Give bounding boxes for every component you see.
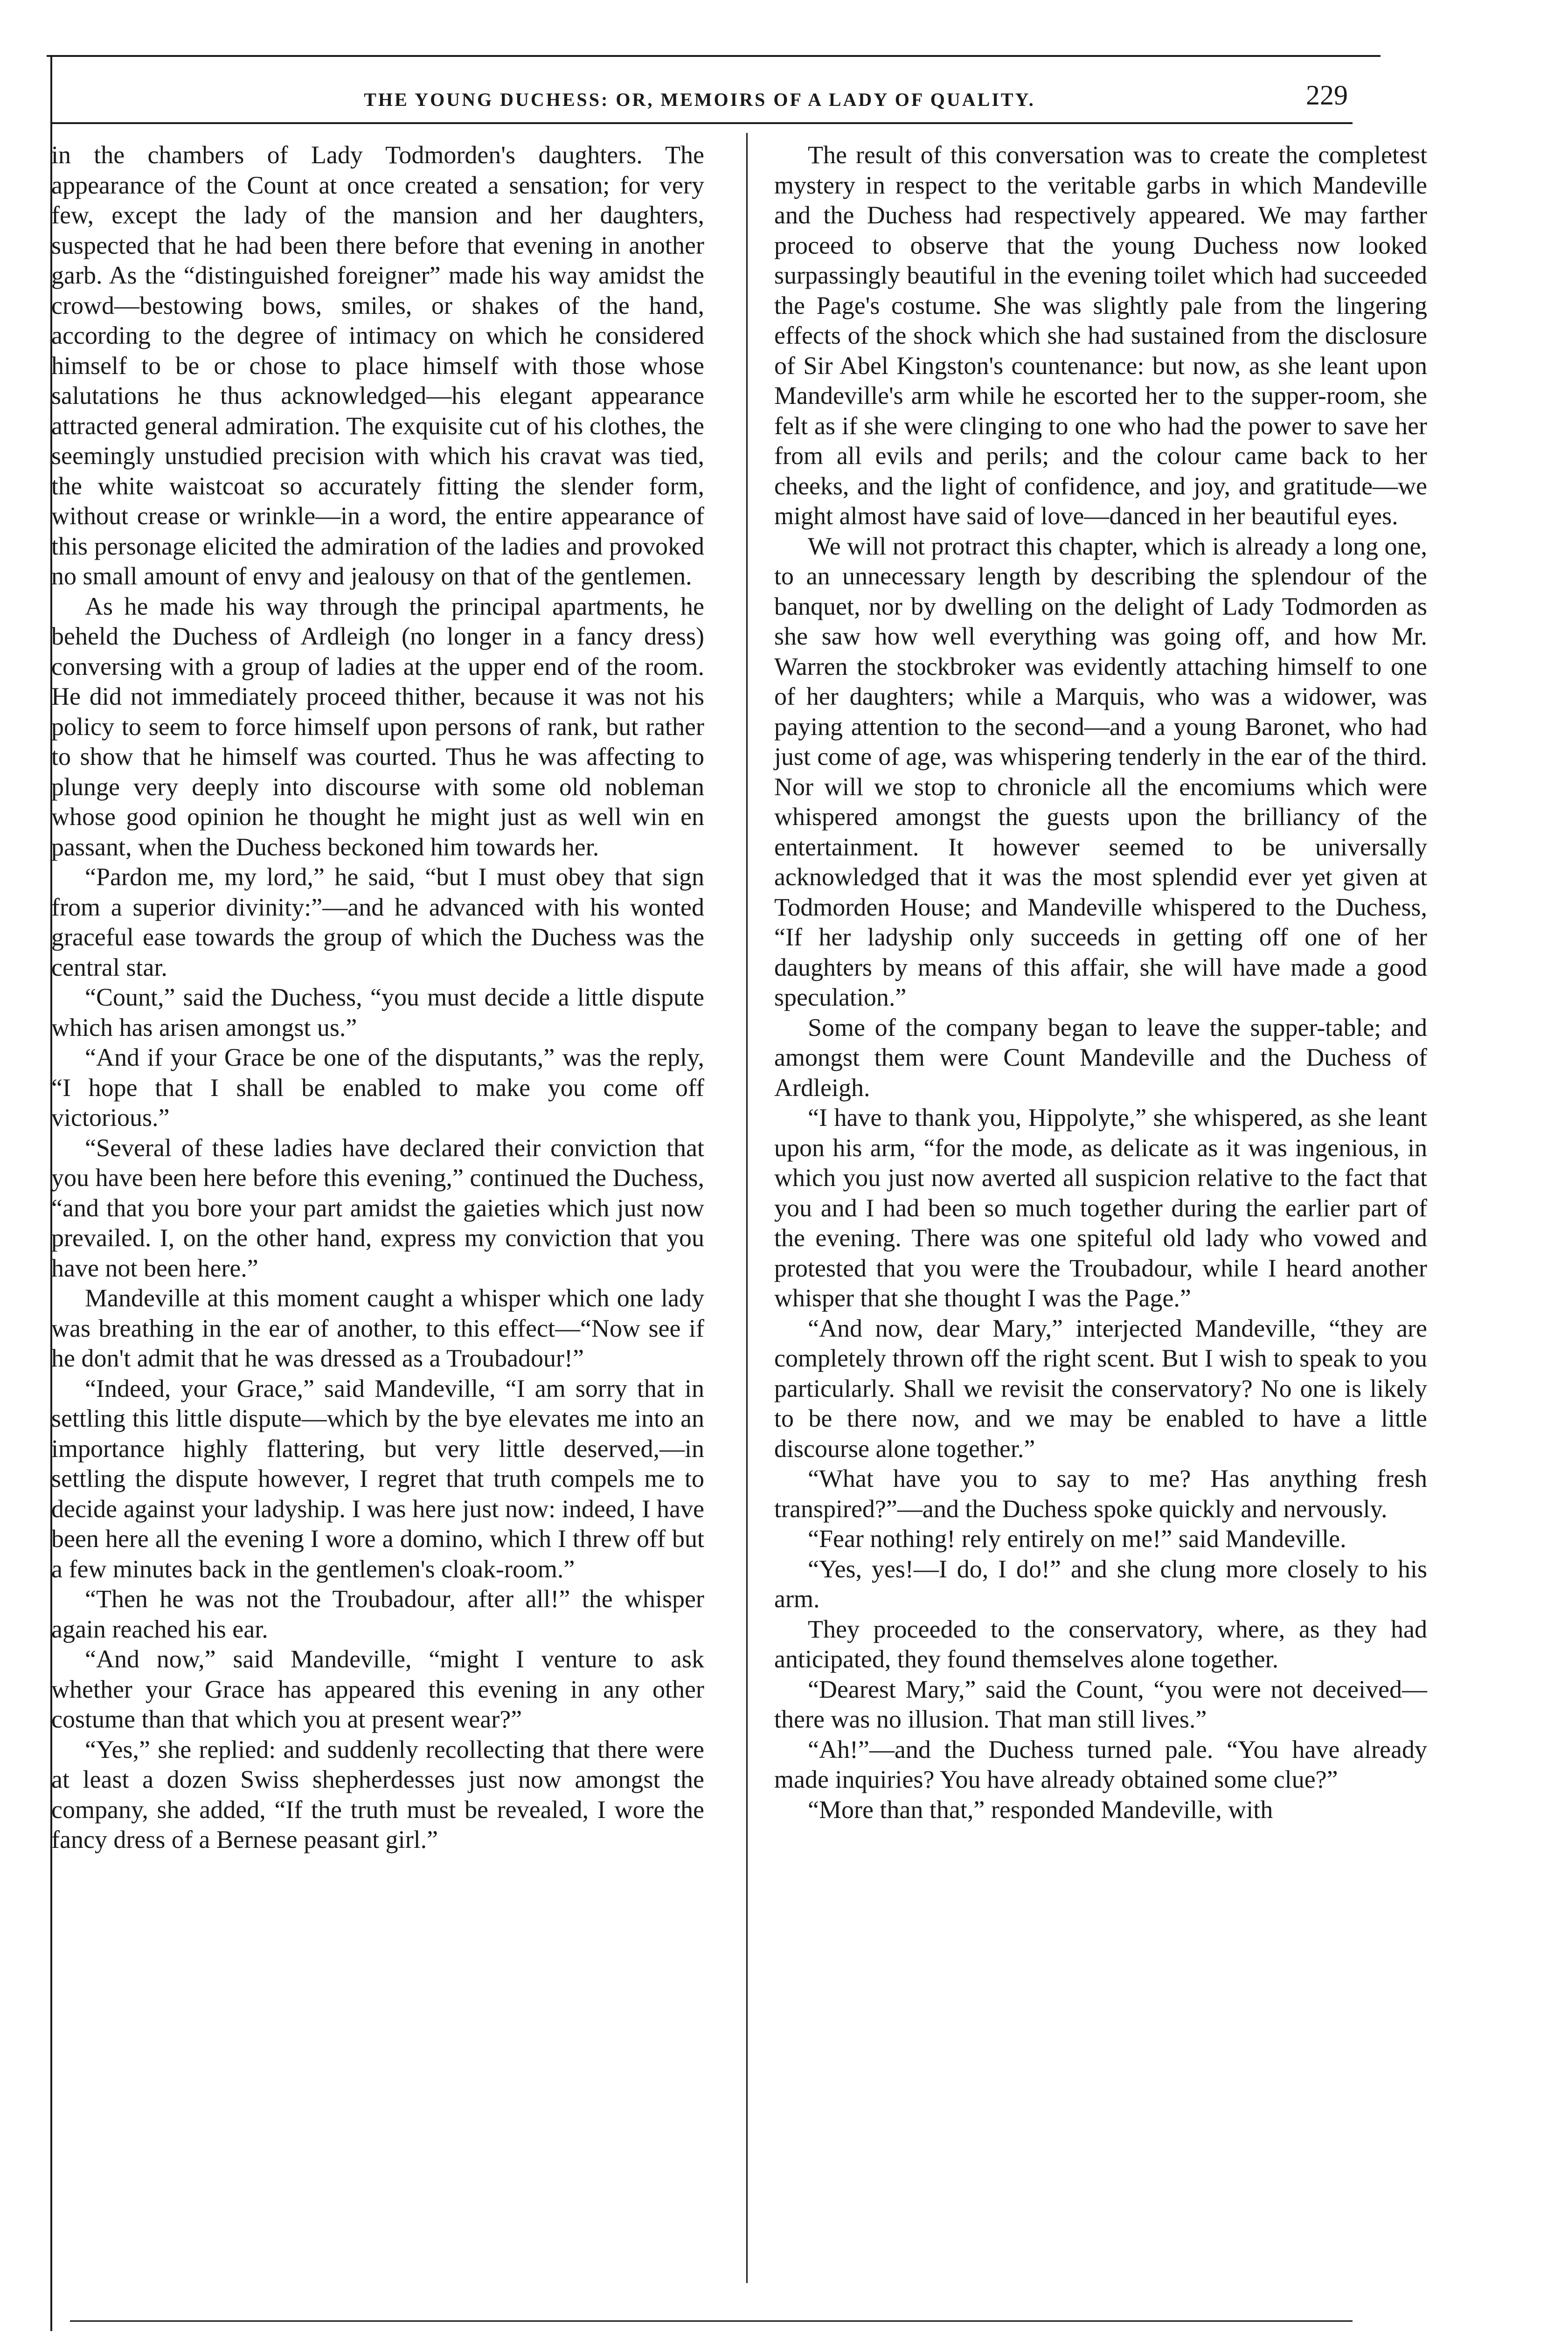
page-number: 229 [1306,80,1348,111]
paragraph: Mandeville at this moment caught a whisper which one lady was breathing in the ear of another, to this effect—“Now see if he don't admit that he was dressed as a Troubadour!” [51,1284,704,1372]
paragraph: in the chambers of Lady Todmorden's daughters. The appearance of the Count at once created a sensation; for very few, except the lady of the mansion and her daughters, suspected that he had been there before that evening in another garb. As the “distinguished foreigner” made his way amidst the crowd—bestowing bows, smiles, or shakes of the hand, according to the degree of intimacy on which he considered himself to be or chose to place himself with those whose salutations he thus acknowledged—his elegant appearance attracted general admiration. The exquisite cut of his clothes, the seemingly unstudied precision with which his cravat was tied, the white waistcoat so accurately fitting the slender form, without crease or wrinkle—in a word, the entire appearance of this personage elicited the admiration of the ladies and provoked no small amount of envy and jealousy on that of the gentlemen. [51,141,704,590]
paragraph: “Pardon me, my lord,” he said, “but I must obey that sign from a superior divinity:”—and he advanced with his wonted graceful ease towards the group of which the Duchess was the central star. [51,863,704,981]
paragraph: “Yes,” she replied: and suddenly recollecting that there were at least a dozen Swiss shepherdesses just now amongst the company, she added, “If the truth must be revealed, I wore the fancy dress of a Bernese peasant girl.” [51,1735,704,1853]
paragraph: As he made his way through the principal apartments, he beheld the Duchess of Ardleigh (no longer in a fancy dress) conversing with a group of ladies at the upper end of the room. He did not immediately proceed thither, because it was not his policy to seem to force himself upon persons of rank, but rather to show that he himself was courted. Thus he was affecting to plunge very deeply into discourse with some old nobleman whose good opinion he thought he might just as well win en passant, when the Duchess beckoned him towards her. [51,592,704,861]
paragraph: They proceeded to the conservatory, where, as they had anticipated, they found themselves alone together. [774,1615,1427,1673]
paragraph: “And if your Grace be one of the disputants,” was the reply, “I hope that I shall be enabled to make you come off victorious.” [51,1043,704,1131]
paragraph: “Then he was not the Troubadour, after all!” the whisper again reached his ear. [51,1585,704,1643]
right-column [774,140,1427,1825]
paragraph: “What have you to say to me? Has anything fresh transpired?”—and the Duchess spoke quickly and nervously. [774,1464,1427,1523]
paragraph: Some of the company began to leave the supper-table; and amongst them were Count Mandeville and the Duchess of Ardleigh. [774,1013,1427,1102]
column-divider [746,133,748,2283]
paragraph: The result of this conversation was to create the completest mystery in respect to the veritable garbs in which Mandeville and the Duchess had respectively appeared. We may farther proceed to observe that the young Duchess now looked surpassingly beautiful in the evening toilet which had succeeded the Page's costume. She was slightly pale from the lingering effects of the shock which she had sustained from the disclosure of Sir Abel Kingston's countenance: but now, as she leant upon Mandeville's arm while he escorted her to the supper-room, she felt as if she were clinging to one who had the power to save her from all evils and perils; and the colour came back to her cheeks, and the light of confidence, and joy, and gratitude—we might almost have said of love—danced in her beautiful eyes. [774,141,1427,530]
left-column [51,140,704,1855]
paragraph: “I have to thank you, Hippolyte,” she whispered, as she leant upon his arm, “for the mode, as delicate as it was ingenious, in which you just now averted all suspicion relative to the fact that you and I had been so much together during the earlier part of the evening. There was one spiteful old lady who vowed and protested that you were the Troubadour, while I heard another whisper that she thought I was the Page.” [774,1104,1427,1312]
paragraph: “Ah!”—and the Duchess turned pale. “You have already made inquiries? You have already obtained some clue?” [774,1735,1427,1793]
paragraph: “More than that,” responded Mandeville, with [808,1795,1273,1824]
paragraph: “Fear nothing! rely entirely on me!” said Mandeville. [808,1525,1346,1553]
paragraph: We will not protract this chapter, which is already a long one, to an unnecessary length by describing the splendour of the banquet, nor by dwelling on the delight of Lady Todmorden as she saw how well everything was going off, and how Mr. Warren the stockbroker was evidently attaching himself to one of her daughters; while a Marquis, who was a widower, was paying attention to the second—and a young Baronet, who had just come of age, was whispering tenderly in the ear of the third. Nor will we stop to chronicle all the encomiums which were whispered amongst the guests upon the brilliancy of the entertainment. It however seemed to be universally acknowledged that it was the most splendid ever yet given at Todmorden House; and Mandeville whispered to the Duchess, “If her ladyship only succeeds in getting off one of her daughters by means of this affair, she will have made a good speculation.” [774,532,1427,1011]
paragraph: “Several of these ladies have declared their conviction that you have been here before this evening,” continued the Duchess, “and that you bore your part amidst the gaieties which just now prevailed. I, on the other hand, express my conviction that you have not been here.” [51,1133,704,1282]
paragraph: “And now,” said Mandeville, “might I venture to ask whether your Grace has appeared this evening in any other costume than that which you at present wear?” [51,1645,704,1733]
paragraph: “Count,” said the Duchess, “you must decide a little dispute which has arisen amongst us.” [51,983,704,1041]
footer-rule [70,2320,1353,2322]
header-rule [51,122,1353,124]
paragraph: “Indeed, your Grace,” said Mandeville, “I am sorry that in settling this little dispute—which by the bye elevates me into an importance highly flattering, but very little deserved,—in settling the dispute however, I regret that truth compels me to decide against your ladyship. I was here just now: indeed, I have been here all the evening I wore a domino, which I threw off but a few minutes back in the gentlemen's cloak-room.” [51,1374,704,1583]
paragraph: “Dearest Mary,” said the Count, “you were not deceived—there was no illusion. That man still lives.” [774,1675,1427,1733]
paragraph: “Yes, yes!—I do, I do!” and she clung more closely to his arm. [774,1555,1427,1613]
running-title: THE YOUNG DUCHESS: OR, MEMOIRS OF A LADY OF QUALITY. [364,89,1035,110]
frame-top-rule [47,55,1381,57]
paragraph: “And now, dear Mary,” interjected Mandeville, “they are completely thrown off the right scent. But I wish to speak to you particularly. Shall we revisit the conservatory? No one is likely to be there now, and we may be enabled to have a little discourse alone together.” [774,1314,1427,1463]
